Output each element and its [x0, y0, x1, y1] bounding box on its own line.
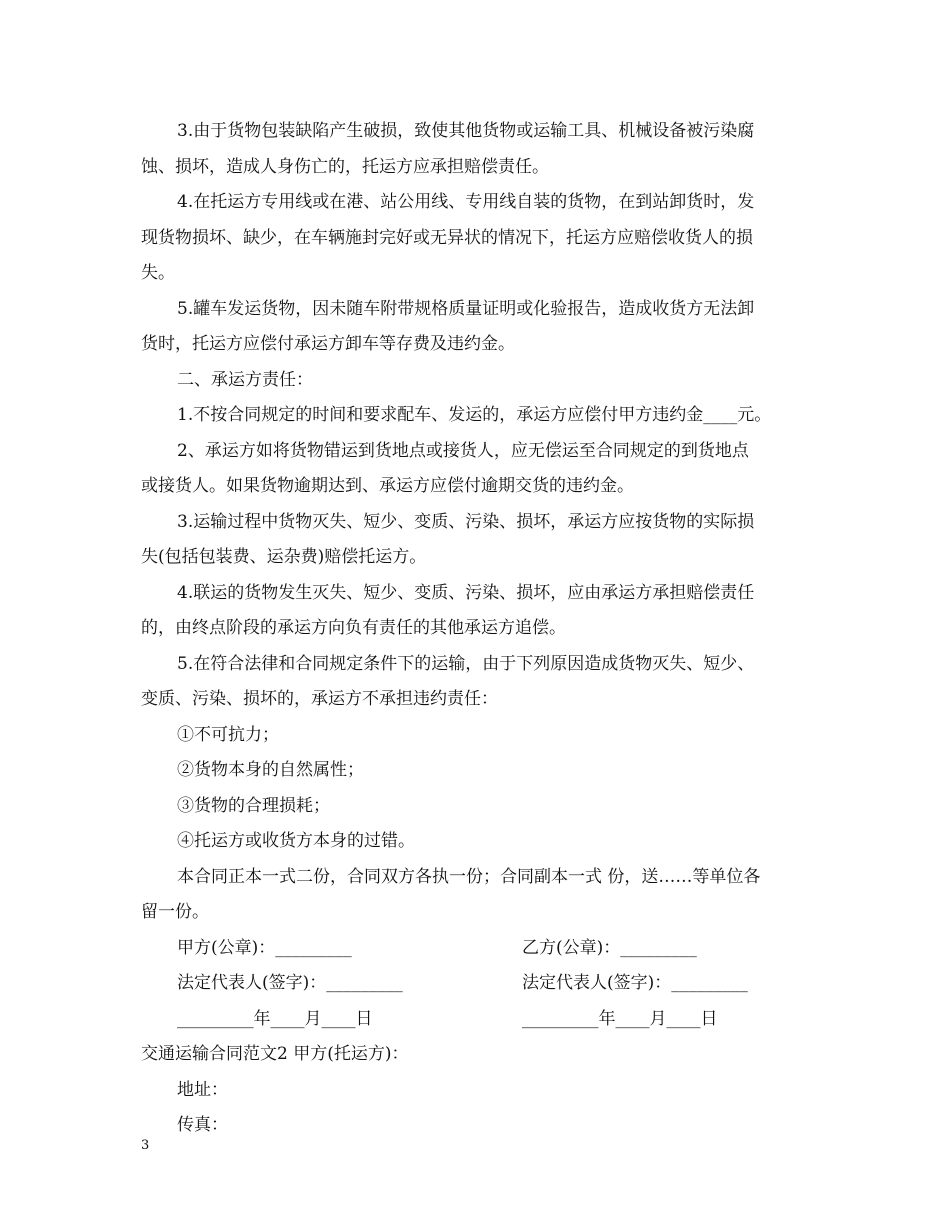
address-label: 地址：: [177, 1080, 228, 1100]
paragraph-line: 3.由于货物包装缺陷产生破损，致使其他货物或运输工具、机械设备被污染腐: [177, 121, 755, 141]
list-item: ③货物的合理损耗；: [177, 796, 330, 816]
paragraph-line: 3.运输过程中货物灭失、短少、变质、污染、损坏，承运方应按货物的实际损: [177, 512, 755, 532]
paragraph-line: 变质、污染、损坏的，承运方不承担违约责任：: [141, 689, 498, 709]
paragraph-line: 5.罐车发运货物，因未随车附带规格质量证明或化验报告，造成收货方无法卸: [177, 299, 755, 319]
page-number: 3: [141, 1138, 150, 1153]
paragraph-line: 失。: [141, 263, 175, 283]
paragraph-line: 5.在符合法律和合同规定条件下的运输，由于下列原因造成货物灭失、短少、: [177, 654, 755, 674]
paragraph-line: 或接货人。如果货物逾期达到、承运方应偿付逾期交货的违约金。: [141, 476, 634, 496]
list-item: ②货物本身的自然属性；: [177, 760, 364, 780]
list-item: ④托运方或收货方本身的过错。: [177, 831, 415, 851]
paragraph-line: 4.联运的货物发生灭失、短少、变质、污染、损坏，应由承运方承担赔偿责任: [177, 583, 755, 603]
fax-label: 传真：: [177, 1115, 228, 1135]
party-a-representative: 法定代表人(签字)：_________: [177, 973, 403, 993]
paragraph-line: 2、承运方如将货物错运到货地点或接货人，应无偿运至合同规定的到货地点: [177, 441, 749, 461]
party-a-seal: 甲方(公章)：_________: [177, 938, 352, 958]
paragraph-line: 1.不按合同规定的时间和要求配车、发运的，承运方应偿付甲方违约金____元。: [177, 405, 772, 425]
paragraph-line: 留一份。: [141, 902, 209, 922]
party-a-date: _________年____月____日: [177, 1009, 373, 1029]
next-document-heading: 交通运输合同范文2 甲方(托运方)：: [141, 1044, 409, 1064]
paragraph-line: 失(包括包装费、运杂费)赔偿托运方。: [141, 547, 427, 567]
paragraph-line: 4.在托运方专用线或在港、站公用线、专用线自装的货物，在到站卸货时，发: [177, 192, 755, 212]
list-item: ①不可抗力；: [177, 725, 279, 745]
paragraph-line: 现货物损坏、缺少，在车辆施封完好或无异状的情况下，托运方应赔偿收货人的损: [141, 228, 753, 248]
paragraph-line: 蚀、损坏，造成人身伤亡的，托运方应承担赔偿责任。: [141, 157, 549, 177]
party-b-seal: 乙方(公章)：_________: [522, 938, 697, 958]
party-b-representative: 法定代表人(签字)：_________: [522, 973, 748, 993]
party-b-date: _________年____月____日: [522, 1009, 718, 1029]
paragraph-line: 本合同正本一式二份，合同双方各执一份；合同副本一式 份，送……等单位各: [177, 867, 761, 887]
paragraph-line: 货时，托运方应偿付承运方卸车等存费及违约金。: [141, 334, 515, 354]
paragraph-line: 的，由终点阶段的承运方向负有责任的其他承运方追偿。: [141, 618, 566, 638]
section-heading: 二、承运方责任：: [177, 370, 313, 390]
